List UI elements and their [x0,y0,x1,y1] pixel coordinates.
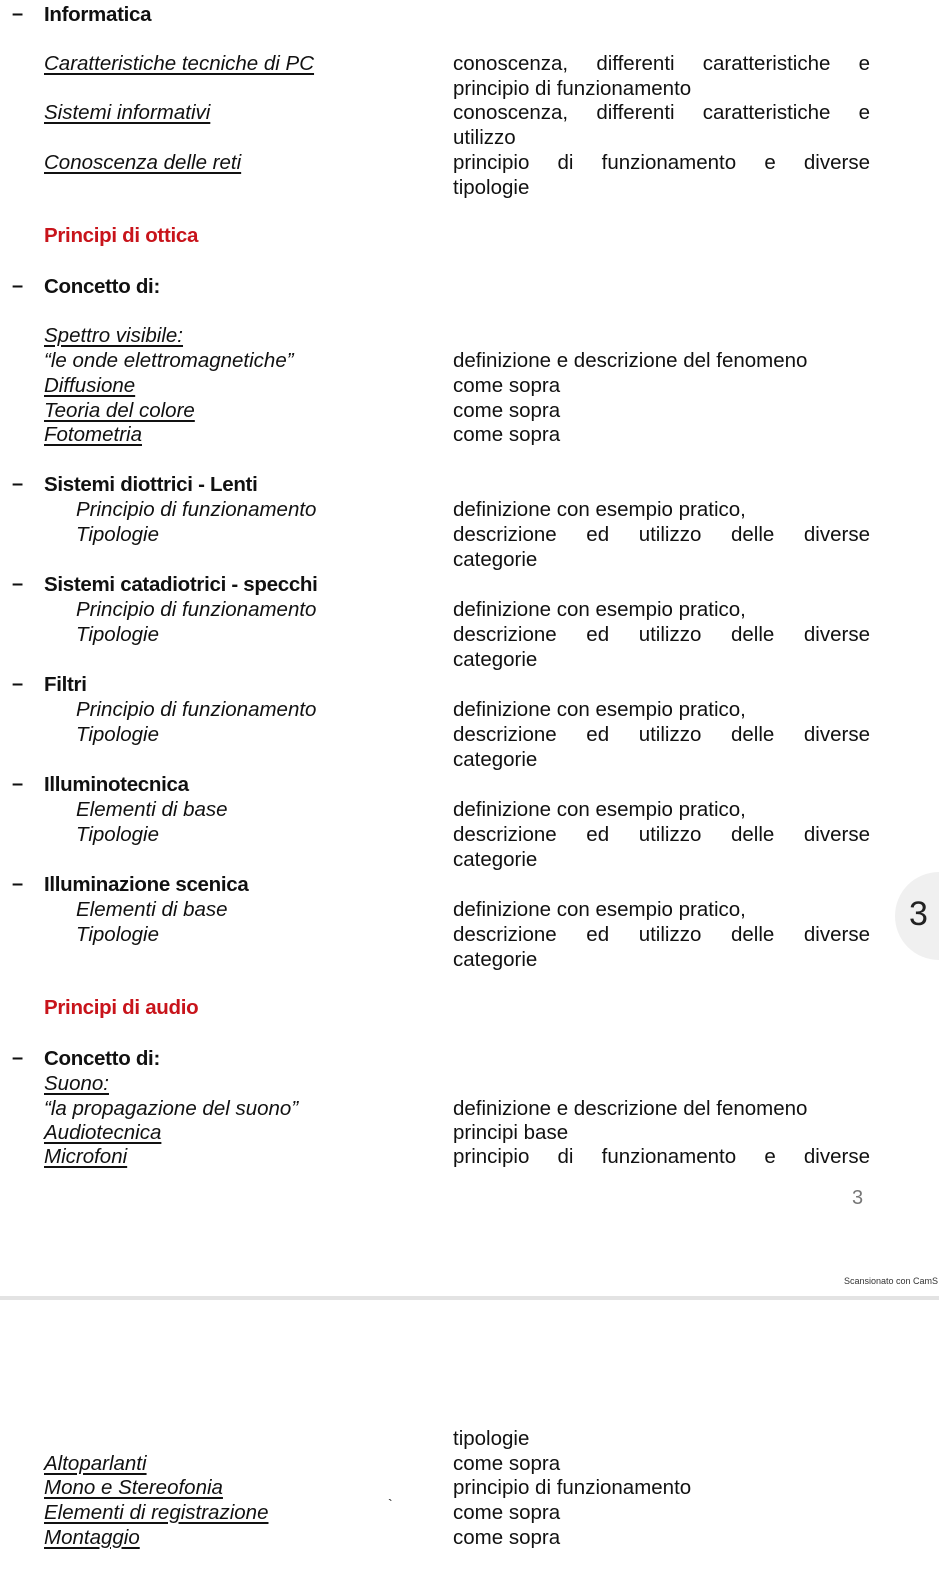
section-heading-illuminotecnica: Illuminotecnica [44,773,189,796]
term-mono-stereofonia: Mono e Stereofonia [44,1476,223,1499]
page-side-tab[interactable] [895,872,939,960]
term-onde: “le onde elettromagnetiche” [44,349,294,372]
section-heading-filtri: Filtri [44,673,87,696]
desc-teoria-colore: come sopra [453,399,561,422]
scan-watermark: Scansionato con CamS [844,1276,939,1286]
subterm-principio: Principio di funzionamento [76,598,317,621]
desc-tipologie: descrizione ed utilizzo delle diverse [453,923,870,946]
bullet-dash: – [12,473,24,495]
desc-microfoni: principio di funzionamento e diverse [453,1145,870,1168]
section-title-audio: Principi di audio [44,996,199,1019]
subterm-principio: Principio di funzionamento [76,498,317,521]
term-audiotecnica: Audiotecnica [44,1121,162,1144]
subterm-elementi-base: Elementi di base [76,798,228,821]
bullet-dash: – [12,773,24,795]
section-heading-illuminazione-scenica: Illuminazione scenica [44,873,249,896]
desc-principio: definizione con esempio pratico, [453,598,746,621]
bullet-dash: – [12,673,24,695]
desc-microfoni-cont: tipologie [453,1427,530,1450]
desc-tipologie-cont: categorie [453,948,538,971]
page-number: 3 [852,1187,864,1209]
desc-diffusione: come sopra [453,374,561,397]
desc-tipologie-cont: categorie [453,648,538,671]
bullet-dash: – [12,3,24,25]
section-title-ottica: Principi di ottica [44,224,199,247]
desc-altoparlanti: come sopra [453,1452,561,1475]
section-heading-diottrici: Sistemi diottrici - Lenti [44,473,258,496]
subterm-tipologie: Tipologie [76,523,160,546]
term-caratteristiche-pc: Caratteristiche tecniche di PC [44,52,315,75]
desc-audiotecnica: principi base [453,1121,569,1144]
subterm-tipologie: Tipologie [76,923,160,946]
desc-tipologie: descrizione ed utilizzo delle diverse [453,523,870,546]
term-montaggio: Montaggio [44,1526,140,1549]
bullet-dash: – [12,873,24,895]
term-spettro-visibile: Spettro visibile: [44,324,184,347]
desc-propagazione: definizione e descrizione del fenomeno [453,1097,808,1120]
term-suono: Suono: [44,1072,109,1095]
desc-sistemi-informativi: conoscenza, differenti caratteristiche e [453,101,870,124]
desc-conoscenza-reti: principio di funzionamento e diverse [453,151,870,174]
term-conoscenza-reti: Conoscenza delle reti [44,151,242,174]
concetto-heading: Concetto di: [44,275,160,298]
subterm-tipologie: Tipologie [76,723,160,746]
term-fotometria: Fotometria [44,423,142,446]
term-microfoni: Microfoni [44,1145,128,1168]
subterm-elementi-base: Elementi di base [76,898,228,921]
desc-tipologie: descrizione ed utilizzo delle diverse [453,823,870,846]
desc-principio: definizione con esempio pratico, [453,498,746,521]
concetto-heading: Concetto di: [44,1047,160,1070]
bullet-dash: – [12,275,24,297]
desc-elementi-base: definizione con esempio pratico, [453,798,746,821]
desc-elementi-registrazione: come sopra [453,1501,561,1524]
desc-caratteristiche-pc: conoscenza, differenti caratteristiche e [453,52,870,75]
desc-principio: definizione con esempio pratico, [453,698,746,721]
term-teoria-colore: Teoria del colore [44,399,195,422]
desc-sistemi-informativi-cont: utilizzo [453,126,516,149]
bullet-dash: – [12,573,24,595]
term-sistemi-informativi: Sistemi informativi [44,101,211,124]
term-propagazione: “la propagazione del suono” [44,1097,299,1120]
desc-onde: definizione e descrizione del fenomeno [453,349,808,372]
desc-conoscenza-reti-cont: tipologie [453,176,530,199]
section-heading-informatica: Informatica [44,3,152,26]
term-altoparlanti: Altoparlanti [44,1452,147,1475]
desc-elementi-base: definizione con esempio pratico, [453,898,746,921]
desc-tipologie-cont: categorie [453,748,538,771]
term-diffusione: Diffusione [44,374,136,397]
side-tab-number: 3 [909,895,928,933]
subterm-tipologie: Tipologie [76,823,160,846]
section-heading-catadiotrici: Sistemi catadiotrici - specchi [44,573,318,596]
desc-tipologie-cont: categorie [453,848,538,871]
desc-tipologie: descrizione ed utilizzo delle diverse [453,723,870,746]
desc-caratteristiche-pc-cont: principio di funzionamento [453,77,692,100]
term-elementi-registrazione: Elementi di registrazione [44,1501,269,1524]
desc-montaggio: come sopra [453,1526,561,1549]
desc-fotometria: come sopra [453,423,561,446]
desc-mono-stereofonia: principio di funzionamento [453,1476,692,1499]
stray-mark: ` [388,1496,393,1512]
bullet-dash: – [12,1047,24,1069]
desc-tipologie: descrizione ed utilizzo delle diverse [453,623,870,646]
subterm-tipologie: Tipologie [76,623,160,646]
subterm-principio: Principio di funzionamento [76,698,317,721]
desc-tipologie-cont: categorie [453,548,538,571]
